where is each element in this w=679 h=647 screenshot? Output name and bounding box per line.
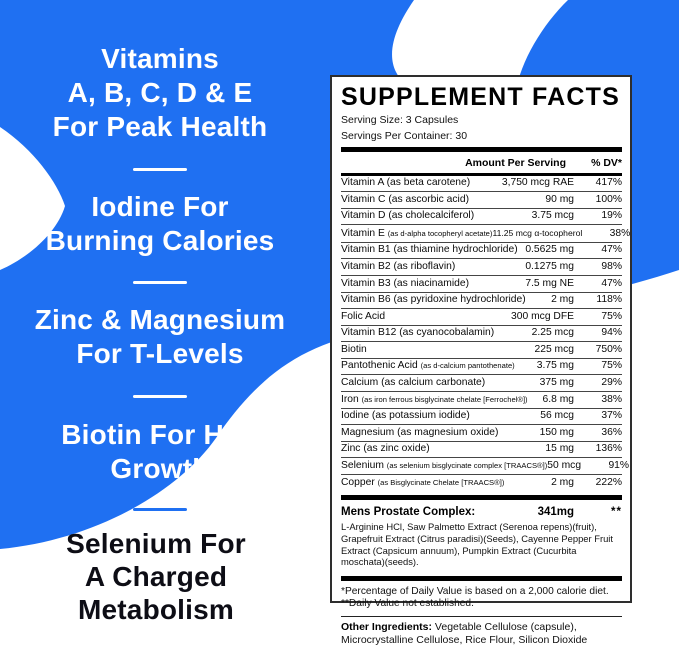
nutrient-name: Folic Acid: [341, 310, 386, 322]
nutrient-name: Iron (as iron ferrous bisglycinate chelate [Ferrochel®]): [341, 393, 528, 405]
nutrient-amount: 6.8 mg: [542, 393, 574, 405]
claim-line: Metabolism: [77, 594, 235, 625]
nutrient-dv: 38%: [609, 227, 631, 239]
table-row: [341, 391, 622, 408]
claim-line: For T-Levels: [76, 338, 244, 369]
table-row: [341, 457, 630, 474]
nutrient-source-note: (as thiamine hydrochloride): [393, 244, 518, 256]
nutrient-source-note: (as calcium carbonate): [381, 377, 486, 389]
complex-amount: 341mg: [537, 506, 574, 519]
claim-line: A Charged: [84, 561, 228, 592]
nutrient-amount: 2 mg: [551, 476, 574, 488]
nutrient-amount: 150 mg: [539, 426, 574, 438]
nutrient-name: Vitamin B6 (as pyridoxine hydrochloride): [341, 294, 526, 306]
nutrient-name: Vitamin E (as d-alpha tocopheryl acetate): [341, 227, 493, 239]
table-row: [341, 424, 622, 441]
footnote-not-established: **Daily Value not established.: [341, 598, 474, 610]
nutrient-source-note: (as iron ferrous bisglycinate chelate [Ferrochel®]): [361, 394, 528, 404]
nutrient-dv: 100%: [595, 193, 622, 205]
nutrient-dv: 75%: [601, 310, 622, 322]
nutrient-name: Vitamin A (as beta carotene): [341, 177, 471, 189]
divider: [133, 395, 187, 398]
table-row: [341, 176, 622, 192]
nutrient-amount: 15 mg: [545, 443, 574, 455]
nutrient-amount: 0.5625 mg: [525, 244, 574, 256]
table-row: [341, 358, 622, 375]
nutrient-source-note: (as magnesium oxide): [397, 426, 499, 438]
amount-column-header: Amount Per Serving: [465, 157, 566, 169]
nutrient-dv: 75%: [601, 360, 622, 372]
nutrient-amount: 2.25 mcg: [531, 327, 574, 339]
nutrient-dv: 94%: [601, 327, 622, 339]
servings-per-container: Servings Per Container: 30: [341, 129, 468, 142]
table-row: [341, 441, 622, 458]
thick-rule: [341, 576, 622, 581]
claim-selenium: [0, 527, 312, 626]
table-row: [341, 408, 622, 425]
table-row: [341, 191, 622, 208]
nutrient-name: Vitamin B2 (as riboflavin): [341, 260, 456, 272]
nutrient-source-note: (as pyridoxine hydrochloride): [393, 294, 526, 306]
nutrient-source-note: (as ascorbic acid): [388, 193, 469, 205]
table-row: [341, 208, 622, 225]
other-ingredients: [341, 620, 597, 647]
supplement-facts-panel: [330, 75, 632, 646]
nutrient-name: Magnesium (as magnesium oxide): [341, 426, 499, 438]
nutrient-dv: 47%: [601, 277, 622, 289]
nutrient-name: Vitamin B3 (as niacinamide): [341, 277, 470, 289]
claim-line: Biotin For Hair: [61, 419, 259, 450]
claim-iodine: [0, 190, 320, 258]
nutrient-amount: 7.5 mg NE: [525, 277, 574, 289]
nutrient-dv: 750%: [595, 343, 622, 355]
claim-line: Vitamins: [101, 43, 219, 74]
nutrient-source-note: (as selenium bisglycinate complex [TRAACS®]): [386, 460, 548, 470]
table-row: [341, 242, 622, 259]
nutrient-dv: 222%: [595, 476, 622, 488]
nutrient-amount: 0.1275 mg: [525, 260, 574, 272]
nutrient-amount: 3,750 mcg RAE: [501, 177, 574, 189]
table-row: [341, 258, 622, 275]
divider: [133, 281, 187, 284]
thick-rule: [341, 495, 622, 500]
nutrient-source-note: (as beta carotene): [386, 177, 471, 189]
nutrient-amount: 90 mg: [545, 193, 574, 205]
table-row: [341, 325, 622, 342]
divider: [133, 168, 187, 171]
nutrient-amount: 3.75 mcg: [531, 210, 574, 222]
complex-name: Mens Prostate Complex:: [341, 506, 476, 519]
nutrient-name: Vitamin B1 (as thiamine hydrochloride): [341, 244, 518, 256]
nutrient-dv: 37%: [601, 410, 622, 422]
nutrient-amount: 56 mcg: [540, 410, 574, 422]
nutrient-name: Biotin: [341, 343, 367, 355]
nutrient-source-note: (as potassium iodide): [371, 410, 470, 422]
nutrient-dv: 29%: [601, 377, 622, 389]
claim-line: Zinc & Magnesium: [34, 304, 286, 335]
facts-rows: [341, 176, 631, 491]
nutrient-dv: 417%: [595, 177, 622, 189]
nutrient-name: Zinc (as zinc oxide): [341, 443, 430, 455]
table-row: [341, 275, 622, 292]
nutrient-source-note: (as cholecalciferol): [388, 210, 475, 222]
nutrient-name: Selenium (as selenium bisglycinate complex [TRAACS®]): [341, 459, 548, 471]
nutrient-name: Vitamin D (as cholecalciferol): [341, 210, 475, 222]
nutrient-source-note: (as niacinamide): [393, 277, 470, 289]
nutrient-name: Vitamin B12 (as cyanocobalamin): [341, 327, 495, 339]
table-row: [341, 224, 631, 242]
claim-line: For Peak Health: [52, 111, 268, 142]
claim-line: Growth: [110, 453, 210, 484]
nutrient-dv: 47%: [601, 244, 622, 256]
divider: [133, 508, 187, 511]
nutrient-dv: 38%: [601, 393, 622, 405]
table-row: [341, 474, 622, 491]
claim-line: Burning Calories: [45, 225, 275, 256]
claim-line: A, B, C, D & E: [67, 77, 253, 108]
prostate-complex-row: [341, 503, 622, 520]
footnote-dv: *Percentage of Daily Value is based on a 2,000 calorie diet.: [341, 585, 609, 597]
nutrient-dv: 91%: [608, 459, 630, 471]
complex-description: L-Arginine HCl, Saw Palmetto Extract (Serenoa repens)(fruit), Grapefruit Extract (Citrus paradisi)(Seeds), Cayenne Pepper Fruit Extract (Capsicum annuum), Pumpkin Extract (Cucurbita moschata)(seeds).: [341, 521, 613, 568]
nutrient-name: Copper (as Bisglycinate Chelate [TRAACS®]): [341, 476, 505, 488]
claim-line: Selenium For: [66, 528, 246, 559]
footnotes: [341, 584, 622, 613]
nutrient-amount: 375 mg: [539, 377, 574, 389]
nutrient-source-note: (as Bisglycinate Chelate [TRAACS®]): [377, 477, 505, 487]
nutrient-dv: 19%: [601, 210, 622, 222]
nutrient-amount: 11.25 mcg α-tocopherol: [492, 227, 583, 238]
nutrient-source-note: (as d-alpha tocopheryl acetate): [387, 228, 493, 238]
table-row: [341, 341, 622, 358]
nutrient-amount: 2 mg: [551, 294, 574, 306]
claim-vitamins: [0, 42, 320, 144]
nutrient-dv: 98%: [601, 260, 622, 272]
column-headers: [341, 155, 622, 171]
nutrient-amount: 50 mcg: [547, 459, 582, 471]
nutrient-dv: 118%: [596, 294, 622, 306]
nutrient-source-note: (as zinc oxide): [363, 443, 430, 455]
nutrient-name: Pantothenic Acid (as d-calcium pantothenate): [341, 360, 515, 372]
table-row: [341, 308, 622, 325]
table-row: [341, 292, 622, 309]
claim-zinc-magnesium: [0, 303, 320, 371]
table-row: [341, 374, 622, 391]
dv-column-header: % DV*: [591, 157, 622, 169]
nutrient-dv: 36%: [601, 426, 622, 438]
nutrient-name: Calcium (as calcium carbonate): [341, 377, 486, 389]
thin-rule: [341, 616, 622, 617]
nutrient-dv: 136%: [595, 443, 622, 455]
claim-line: Iodine For: [91, 191, 229, 222]
nutrient-amount: 3.75 mg: [536, 360, 574, 372]
thick-rule: [341, 147, 622, 152]
nutrient-amount: 225 mcg: [534, 343, 574, 355]
other-ingredients-label: Other Ingredients:: [341, 620, 433, 633]
nutrient-name: Iodine (as potassium iodide): [341, 410, 470, 422]
other-ingredients-text: Vegetable Cellulose (capsule), Microcrystalline Cellulose, Rice Flour, Silicon Dioxide: [341, 620, 588, 646]
nutrient-source-note: (as cyanocobalamin): [399, 327, 495, 339]
panel-title: SUPPLEMENT FACTS: [341, 83, 620, 111]
nutrient-amount: 300 mcg DFE: [511, 310, 574, 322]
complex-dv: **: [611, 506, 622, 519]
claim-biotin: [0, 418, 320, 486]
nutrient-source-note: (as d-calcium pantothenate): [420, 361, 515, 371]
nutrient-source-note: (as riboflavin): [393, 260, 456, 272]
nutrient-name: Vitamin C (as ascorbic acid): [341, 193, 469, 205]
serving-size: Serving Size: 3 Capsules: [341, 114, 459, 126]
